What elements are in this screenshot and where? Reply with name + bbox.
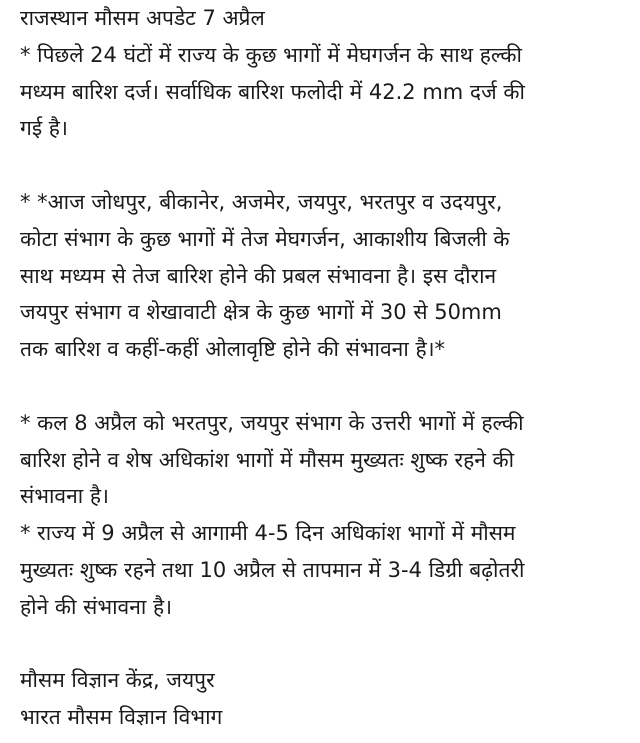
text-line: * राज्य में 9 अप्रैल से आगामी 4-5 दिन अधिकांश भागों में मौसम bbox=[20, 521, 516, 546]
paragraph-today-forecast bbox=[20, 184, 640, 368]
signature-block bbox=[20, 662, 640, 736]
text-line: * कल 8 अप्रैल को भरतपुर, जयपुर संभाग के उत्तरी भागों में हल्की bbox=[20, 410, 524, 435]
text-line: होने की संभावना है। bbox=[20, 594, 173, 619]
paragraph-past-24-hours bbox=[20, 37, 640, 147]
signature-department: भारत मौसम विज्ञान विभाग bbox=[20, 705, 223, 730]
spacer bbox=[20, 626, 640, 663]
spacer bbox=[20, 147, 640, 184]
text-line: संभावना है। bbox=[20, 484, 109, 509]
text-line: * *आज जोधपुर, बीकानेर, अजमेर, जयपुर, भरतपुर व उदयपुर, bbox=[20, 189, 503, 214]
text-line: जयपुर संभाग व शेखावाटी क्षेत्र के कुछ भागों में 30 से 50mm bbox=[20, 300, 502, 325]
text-line: मध्यम बारिश दर्ज। सर्वाधिक बारिश फलोदी में 42.2 mm दर्ज की bbox=[20, 79, 525, 104]
text-line: गई है। bbox=[20, 116, 68, 141]
signature-office: मौसम विज्ञान केंद्र, जयपुर bbox=[20, 668, 215, 693]
text-line: बारिश होने व शेष अधिकांश भागों में मौसम मुख्यतः शुष्क रहने की bbox=[20, 447, 515, 472]
text-line: तक बारिश व कहीं-कहीं ओलावृष्टि होने की संभावना है।* bbox=[20, 337, 446, 362]
text-line: कोटा संभाग के कुछ भागों में तेज मेघगर्जन, आकाशीय बिजली के bbox=[20, 226, 510, 251]
text-line: साथ मध्यम से तेज बारिश होने की प्रबल संभावना है। इस दौरान bbox=[20, 263, 497, 288]
paragraph-upcoming-forecast bbox=[20, 405, 640, 626]
spacer bbox=[20, 368, 640, 405]
text-line: * पिछले 24 घंटों में राज्य के कुछ भागों में मेघगर्जन के साथ हल्की bbox=[20, 42, 522, 67]
document-title: राजस्थान मौसम अपडेट 7 अप्रैल bbox=[20, 6, 265, 30]
text-line: मुख्यतः शुष्क रहने तथा 10 अप्रैल से तापमान में 3-4 डिग्री बढ़ोतरी bbox=[20, 557, 525, 582]
